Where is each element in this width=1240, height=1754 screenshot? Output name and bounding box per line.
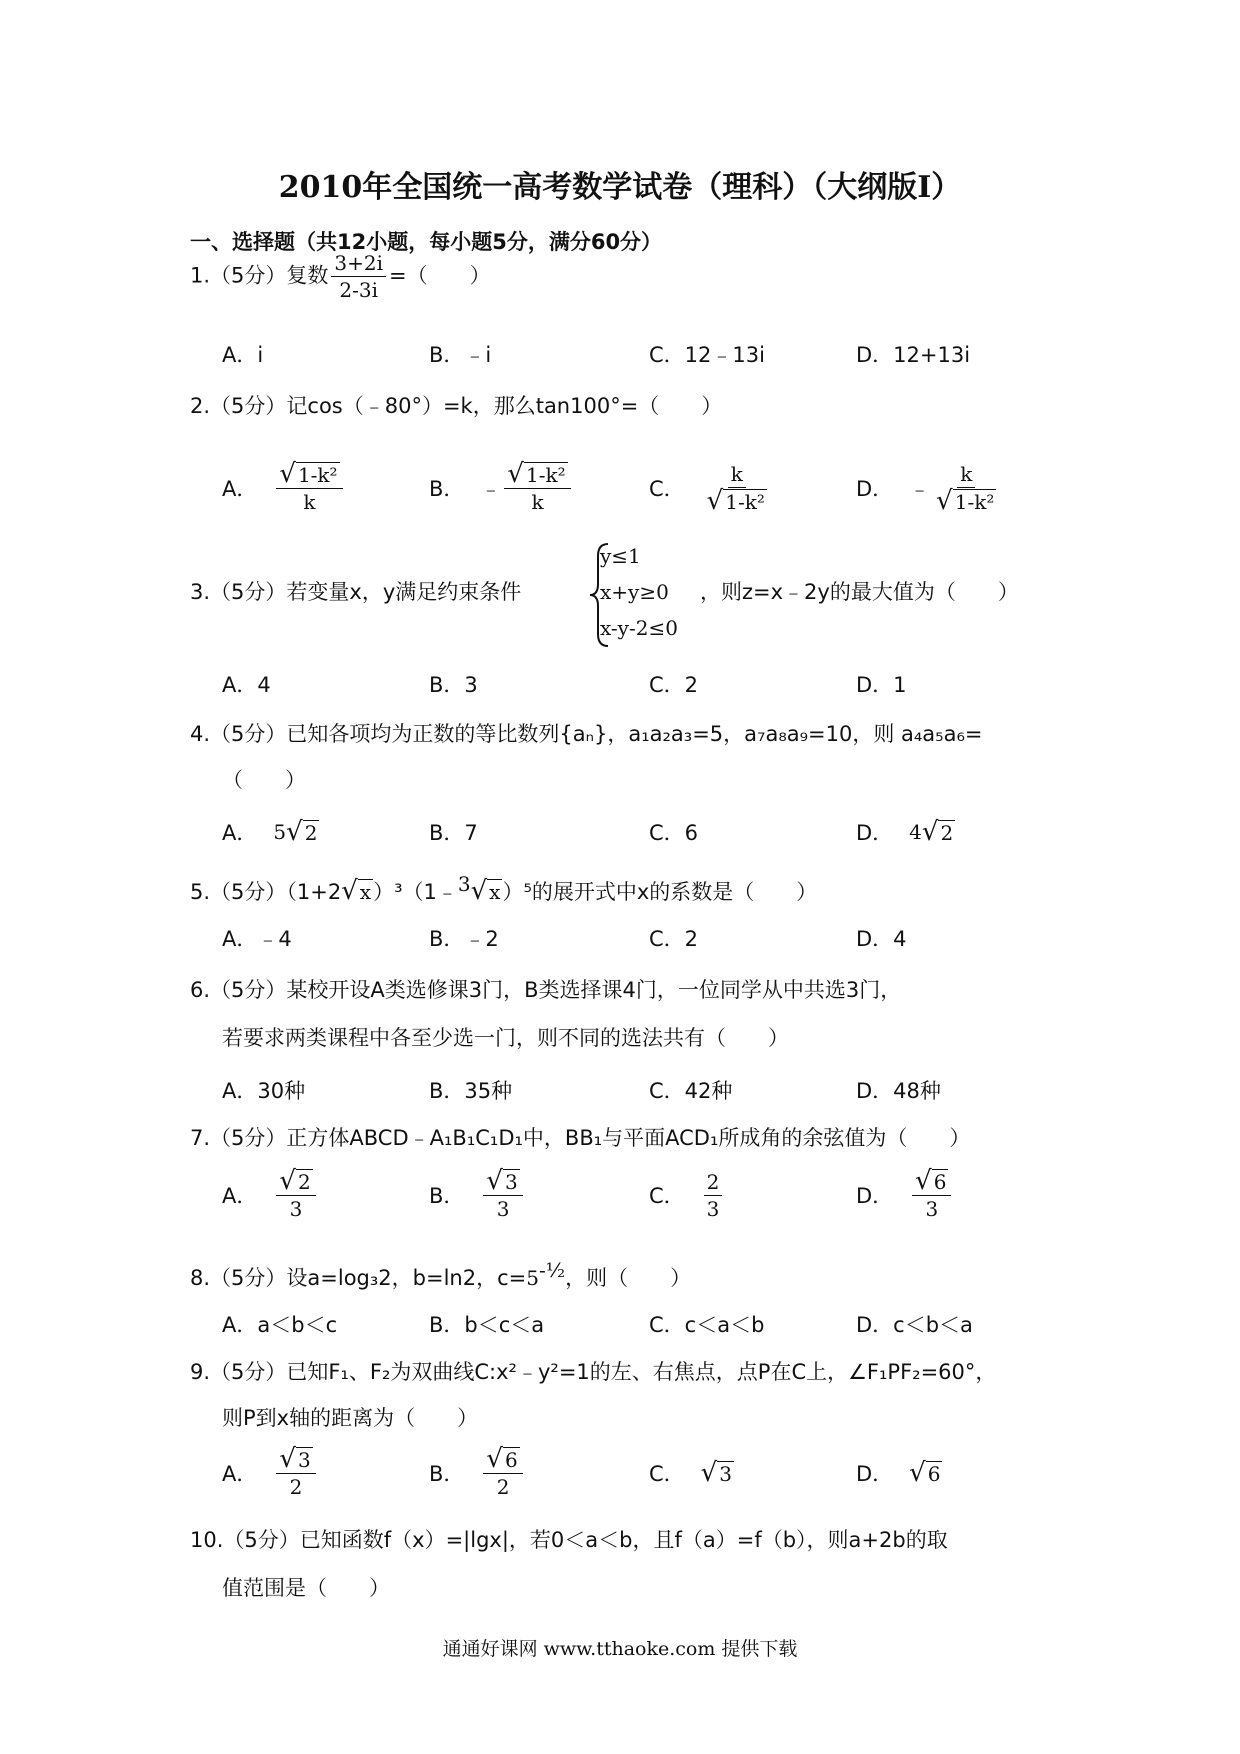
radicand: 1-k² <box>297 463 338 487</box>
q5-part1: 5.（5分）（1+2 <box>190 880 342 904</box>
option-a: A．i <box>222 343 264 367</box>
q7-options <box>222 1160 1042 1230</box>
option-label: D． <box>856 1462 894 1486</box>
option-a: A．4 <box>222 673 271 697</box>
coefficient: 5 <box>273 820 287 844</box>
question-2: 2.（5分）记cos（﹣80°）=k，那么tan100°=（ ） <box>190 394 723 418</box>
option-a: A．a＜b＜c <box>222 1313 338 1337</box>
constraint-1: y≤1 <box>600 544 641 568</box>
radicand: 1-k² <box>954 490 995 514</box>
radicand: 1-k² <box>725 490 765 514</box>
question-9-line2: 则P到x轴的距离为（ ） <box>222 1406 479 1430</box>
option-c: C．c＜a＜b <box>649 1313 765 1337</box>
q5-part3: ）⁵的展开式中x的系数是（ ） <box>502 880 818 904</box>
q1-fraction <box>331 250 386 303</box>
option-a: A． 5 √ 2 <box>222 817 318 847</box>
q1-suffix: =（ ） <box>389 263 491 288</box>
option-b <box>429 448 574 528</box>
radicand: 2 <box>940 821 954 845</box>
option-c <box>649 448 773 528</box>
question-3-suffix: ，则z=x﹣2y的最大值为（ ） <box>700 580 1019 604</box>
option-fraction: k √ 1-k² <box>706 462 765 516</box>
option-label: A． <box>222 477 258 501</box>
page-title: 2010年全国统一高考数学试卷（理科）（大纲版Ⅰ） <box>278 170 962 205</box>
option-label: B． <box>429 1184 465 1208</box>
numerator: 2 <box>704 1169 723 1196</box>
constraint-2: x+y≥0 <box>600 580 669 604</box>
minus-sign: ﹣ <box>480 477 502 501</box>
radicand: 2 <box>297 1170 311 1194</box>
q8-prefix: 8.（5分）设a=log₃2，b=ln2，c= <box>190 1266 527 1290</box>
option-b: B． √ 3 3 <box>429 1160 526 1230</box>
radicand: 6 <box>505 1448 518 1472</box>
q8-options <box>222 1294 1042 1354</box>
constraint-system <box>600 538 678 646</box>
option-c: C．12﹣13i <box>649 343 765 367</box>
option-a: A．30种 <box>222 1079 306 1103</box>
option-a: A． √ 2 3 <box>222 1160 319 1230</box>
question-8 <box>190 1256 691 1292</box>
option-label: A． <box>222 1184 258 1208</box>
denominator: 3 <box>289 1197 303 1221</box>
option-label: A． <box>222 1462 258 1486</box>
root-index: 3 <box>457 872 471 896</box>
q9-options <box>222 1438 1042 1508</box>
question-4: 4.（5分）已知各项均为正数的等比数列{aₙ}，a₁a₂a₃=5，a₇a₈a₉=10，则 a₄a₅a₆= <box>190 722 983 746</box>
option-c: C． √ 3 <box>649 1458 732 1488</box>
question-6: 6.（5分）某校开设A类选修课3门，B类选择课4门，一位同学从中共选3门， <box>190 978 902 1002</box>
option-d: D． √ 6 3 <box>856 1160 954 1230</box>
radicand: 6 <box>933 1170 947 1194</box>
radicand: 3 <box>505 1170 518 1194</box>
question-10-line2: 值范围是（ ） <box>222 1576 390 1600</box>
denominator: 3 <box>496 1197 510 1221</box>
option-b: B．7 <box>429 821 478 845</box>
option-label: C． <box>649 477 685 501</box>
q1-options <box>222 324 1042 384</box>
denominator: 2 <box>496 1475 510 1499</box>
option-d: D．4 <box>856 927 907 951</box>
constraint-3: x-y-2≤0 <box>600 616 678 640</box>
q6-options <box>222 1060 1042 1120</box>
option-d: D． 4 √ 2 <box>856 817 954 847</box>
option-c: C．6 <box>649 821 699 845</box>
denominator: k <box>531 490 544 514</box>
option-d <box>856 448 1002 528</box>
denominator: 2 <box>289 1475 303 1499</box>
option-b: B．b＜c＜a <box>429 1313 545 1337</box>
option-c <box>649 1160 725 1230</box>
question-1 <box>190 250 491 303</box>
option-d: D．12+13i <box>856 343 971 367</box>
power-base: 5 <box>526 1266 539 1290</box>
option-b: B．3 <box>429 673 478 697</box>
q3-options <box>222 654 1042 714</box>
option-fraction: k √ 1-k² <box>936 462 995 516</box>
question-6-line2: 若要求两类课程中各至少选一门，则不同的选法共有（ ） <box>222 1026 789 1050</box>
q1-denominator: 2-3i <box>339 278 379 302</box>
option-fraction: √ 1-k² k <box>276 461 342 515</box>
option-a: A． √ 3 2 <box>222 1438 319 1508</box>
option-b: B．35种 <box>429 1079 513 1103</box>
option-c: C．2 <box>649 673 699 697</box>
option-label: B． <box>429 477 465 501</box>
radicand: 2 <box>304 821 318 845</box>
question-3-prefix: 3.（5分）若变量x，y满足约束条件 <box>190 580 522 604</box>
option-c: C．2 <box>649 927 699 951</box>
numerator: k <box>728 461 746 488</box>
option-a <box>222 448 346 528</box>
question-9: 9.（5分）已知F₁、F₂为双曲线C:x²﹣y²=1的左、右焦点，点P在C上，∠F₁PF₂=60°， <box>190 1360 997 1384</box>
q5-options <box>222 908 1042 968</box>
radicand: 3 <box>297 1448 311 1472</box>
denominator: k <box>303 490 316 514</box>
q1-numerator: 3+2i <box>331 250 386 277</box>
radicand: 6 <box>927 1462 941 1486</box>
footer-credit: 通通好课网 www.tthaoke.com 提供下载 <box>442 1638 798 1660</box>
denominator: 3 <box>706 1196 720 1221</box>
numerator: k <box>957 461 975 488</box>
option-d: D．c＜b＜a <box>856 1313 973 1337</box>
option-label: D． <box>856 477 894 501</box>
option-label: D． <box>856 821 894 845</box>
q4-options <box>222 802 1042 862</box>
option-label: A． <box>222 821 258 845</box>
radicand: x <box>359 880 372 904</box>
option-d: D． √ 6 <box>856 1458 941 1488</box>
q5-part2: ）³（1﹣ <box>373 880 458 904</box>
option-d: D．48种 <box>856 1079 941 1103</box>
question-5: 5.（5分）（1+2 √ x ）³（1﹣$^3$ √ x ）⁵的展开式中x的系数是（ ） <box>190 872 818 906</box>
option-label: B． <box>429 1462 465 1486</box>
minus-sign: ﹣ <box>909 477 931 501</box>
question-10: 10.（5分）已知函数f（x）=|lgx|，若0＜a＜b，且f（a）=f（b），则a+2b的取 <box>190 1528 948 1552</box>
radicand: 1-k² <box>526 463 566 487</box>
radicand: 3 <box>719 1462 732 1486</box>
denominator: 3 <box>925 1197 939 1221</box>
power-exponent: -½ <box>538 1258 566 1282</box>
q8-suffix: ，则（ ） <box>565 1266 692 1290</box>
option-a: A．﹣4 <box>222 927 292 951</box>
q1-prefix: 1.（5分）复数 <box>190 263 329 288</box>
option-label: C． <box>649 1184 685 1208</box>
option-c: C．42种 <box>649 1079 733 1103</box>
option-fraction: √ 1-k² k <box>504 461 570 515</box>
option-b: B． √ 6 2 <box>429 1438 526 1508</box>
option-label: D． <box>856 1184 894 1208</box>
radicand: x <box>489 880 501 904</box>
option-b: B．﹣2 <box>429 927 499 951</box>
q2-options <box>222 448 1042 528</box>
option-d: D．1 <box>856 673 907 697</box>
option-label: C． <box>649 1462 685 1486</box>
section-heading: 一、选择题（共12小题，每小题5分，满分60分） <box>190 230 663 254</box>
coefficient: 4 <box>909 820 922 844</box>
question-7: 7.（5分）正方体ABCD﹣A₁B₁C₁D₁中，BB₁与平面ACD₁所成角的余弦值为（ ） <box>190 1126 971 1150</box>
question-4-line2: （ ） <box>222 768 306 792</box>
option-b: B．﹣i <box>429 343 492 367</box>
